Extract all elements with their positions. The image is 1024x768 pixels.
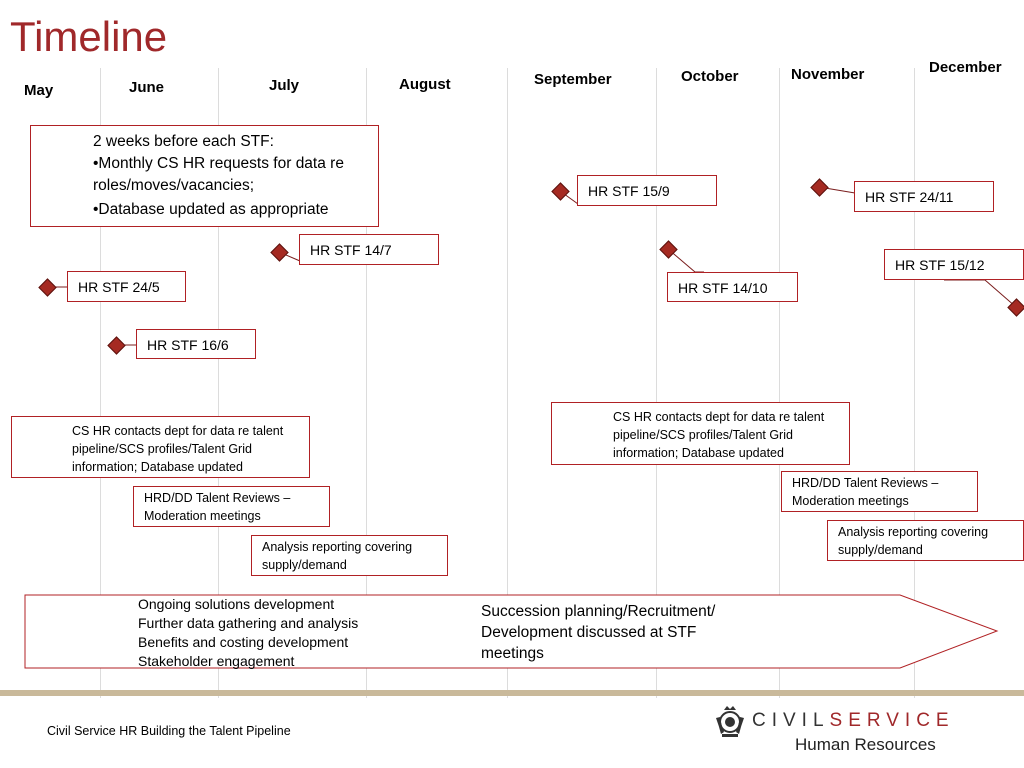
ongoing-work-item: Further data gathering and analysis [138, 615, 359, 631]
contacts-note-autumn-text: CS HR contacts dept for data re talent pipeline/SCS profiles/Talent Grid information; Database updated [613, 410, 825, 460]
stf-callout-may: HR STF 24/5 [67, 271, 186, 302]
logo-word-civil: CIVIL [752, 710, 830, 731]
month-label-august: August [399, 76, 451, 93]
month-label-may: May [24, 82, 54, 99]
stf-callout-october: HR STF 14/10 [667, 272, 798, 302]
stf-callout-july: HR STF 14/7 [299, 234, 439, 265]
reviews-note-summer-text: HRD/DD Talent Reviews – Moderation meetings [144, 491, 291, 523]
month-label-june: June [129, 79, 165, 96]
footer-bar [0, 690, 1024, 696]
data-request-bullet-2: •Database updated as appropriate [93, 201, 329, 218]
stf-callout-november: HR STF 24/11 [854, 181, 994, 212]
month-label-november: November [791, 66, 865, 83]
logo-subtitle: Human Resources [795, 735, 936, 754]
royal-crest-icon [713, 704, 747, 738]
stf-callout-september: HR STF 15/9 [577, 175, 717, 206]
ongoing-work-list [138, 595, 358, 671]
footer-caption: Civil Service HR Building the Talent Pipeline [47, 724, 291, 738]
civil-service-logo [752, 710, 955, 732]
reviews-note-autumn-text: HRD/DD Talent Reviews – Moderation meetings [792, 476, 939, 508]
ongoing-work-item: Benefits and costing development [138, 634, 349, 650]
month-label-september: September [534, 71, 612, 88]
month-label-october: October [681, 68, 739, 85]
data-request-bullet-1: •Monthly CS HR requests for data re roles/moves/vacancies; [93, 155, 344, 194]
month-label-december: December [929, 59, 1002, 76]
stf-callout-december: HR STF 15/12 [884, 249, 1024, 280]
succession-planning-text: Succession planning/Recruitment/ Development discussed at STF meetings [481, 603, 716, 662]
analysis-note-autumn-text: Analysis reporting covering supply/demand [838, 525, 989, 557]
month-label-july: July [269, 77, 300, 94]
page-title: Timeline [10, 13, 168, 60]
data-request-heading: 2 weeks before each STF: [93, 133, 274, 150]
analysis-note-summer-text: Analysis reporting covering supply/demand [262, 540, 413, 572]
logo-word-service: SERVICE [829, 710, 955, 731]
ongoing-work-item: Ongoing solutions development [138, 596, 335, 612]
stf-callout-june: HR STF 16/6 [136, 329, 256, 359]
ongoing-work-item: Stakeholder engagement [138, 653, 295, 669]
contacts-note-summer-text: CS HR contacts dept for data re talent pipeline/SCS profiles/Talent Grid information; Database updated [72, 424, 284, 474]
